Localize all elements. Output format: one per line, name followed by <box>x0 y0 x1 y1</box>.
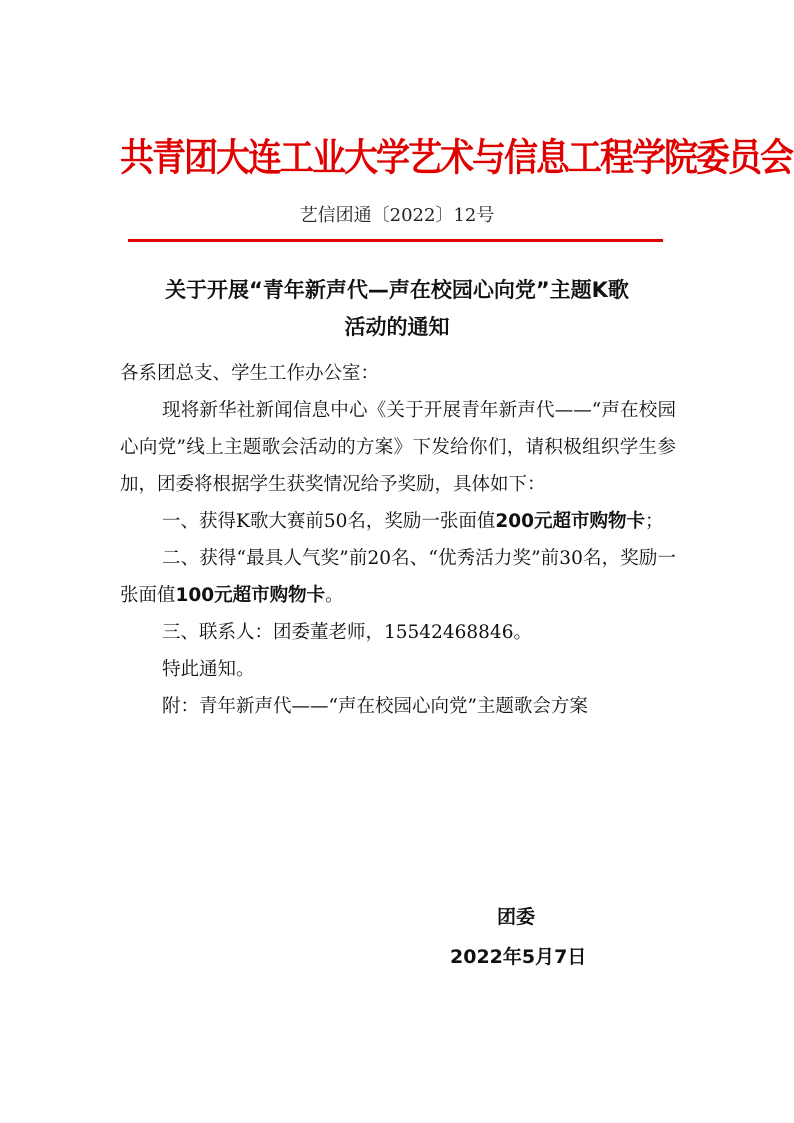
notice-title-line-1: 关于开展“青年新声代—声在校园心向党”主题K歌 <box>165 278 629 302</box>
award-item-2-text: 二、获得“最具人气奖”前20名、“优秀活力奖”前30名，奖励一张面值 <box>120 548 676 606</box>
red-divider-rule <box>128 239 663 242</box>
contact-item: 三、联系人：团委董老师，15542468846。 <box>162 622 532 643</box>
document-number: 艺信团通〔2022〕12号 <box>299 205 495 226</box>
award-item-1-text: 一、获得K歌大赛前50名，奖励一张面值 <box>162 511 496 532</box>
intro-paragraph: 现将新华社新闻信息中心《关于开展青年新声代——“声在校园心向党”线上主题歌会活动的方案》下发给你们，请积极组织学生参加，团委将根据学生获奖情况给予奖励，具体如下： <box>120 400 676 495</box>
award-item-2-prize: 100元超市购物卡 <box>175 585 326 606</box>
signature-date: 2022年5月7日 <box>450 946 587 968</box>
organization-header: 共青团大连工业大学艺术与信息工程学院委员会 <box>120 135 792 181</box>
notice-title <box>105 272 689 346</box>
award-item-1-prize: 200元超市购物卡 <box>495 511 645 532</box>
closing-line: 特此通知。 <box>162 659 255 680</box>
award-item-1-end: ； <box>645 511 664 532</box>
award-item-2-end: 。 <box>325 585 344 606</box>
salutation: 各系团总支、学生工作办公室： <box>120 363 380 384</box>
notice-title-line-2: 活动的通知 <box>344 315 450 339</box>
award-item-1 <box>120 503 676 540</box>
attachment-line: 附：青年新声代——“声在校园心向党”主题歌会方案 <box>162 696 588 717</box>
award-item-2 <box>120 540 676 614</box>
signature-organization: 团委 <box>497 906 536 928</box>
notice-body <box>120 355 676 725</box>
